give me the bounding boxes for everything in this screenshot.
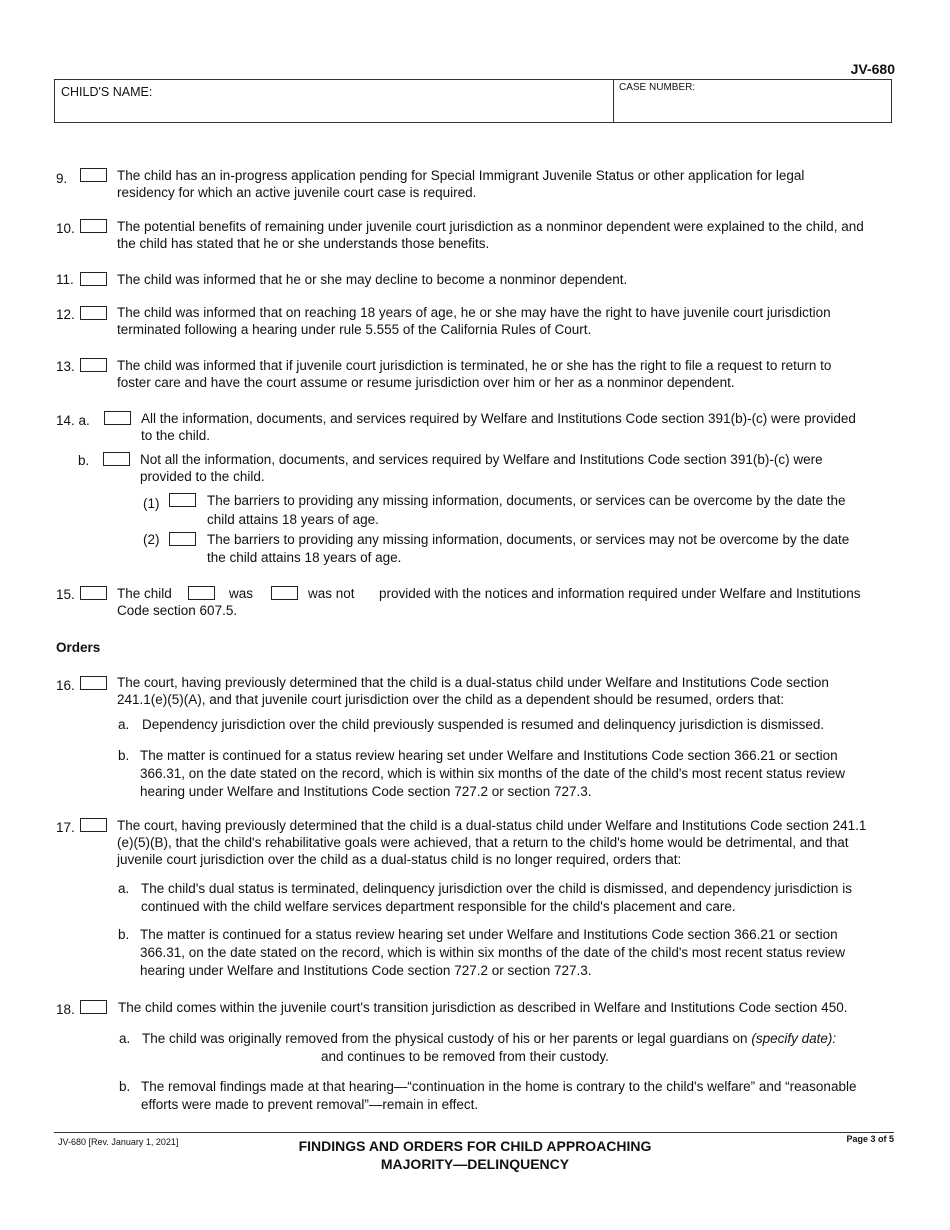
item-14b-text-line-2: provided to the child. — [140, 469, 265, 484]
item-18a-text-line-1 — [142, 1030, 836, 1047]
item-14a-number: 14. a. — [56, 413, 90, 428]
item-16a-text-line-1: Dependency jurisdiction over the child previously suspended is resumed and delinquency jurisdiction is dismissed. — [142, 717, 825, 732]
item-10-checkbox[interactable] — [80, 219, 107, 233]
item-13-checkbox[interactable] — [80, 358, 107, 372]
item-16a-label: a. — [118, 717, 130, 732]
item-13-number: 13. — [56, 359, 75, 374]
footer-title-line-2: MAJORITY—DELINQUENCY — [380, 1156, 570, 1172]
item-16b-text-line-1: The matter is continued for a status review hearing set under Welfare and Institutions Code section 366.21 or section — [140, 748, 838, 763]
item-9-number: 9. — [56, 171, 68, 186]
item-17a-text-line-1: The child's dual status is terminated, delinquency jurisdiction over the child is dismissed, and dependency jurisdiction is — [141, 881, 852, 896]
item-14a-checkbox[interactable] — [104, 411, 131, 425]
item-9-checkbox[interactable] — [80, 168, 107, 182]
orders-heading: Orders — [56, 640, 101, 655]
caption-divider — [613, 79, 614, 123]
case-number-label: CASE NUMBER: — [619, 82, 696, 93]
item-18a-specify-date: (specify date): — [751, 1031, 837, 1046]
item-15-was-not-checkbox[interactable] — [271, 586, 298, 600]
item-18a-text: The child was originally removed from the physical custody of his or her parents or legal guardians on — [142, 1031, 748, 1046]
item-14a-text-line-1: All the information, documents, and services required by Welfare and Institutions Code section 391(b)-(c) were provided — [141, 411, 856, 426]
footer-page-number: Page 3 of 5 — [846, 1134, 894, 1144]
item-17-text-line-3: juvenile court jurisdiction over the child as a dual-status child is no longer required, orders that: — [117, 852, 682, 867]
item-14b-label: b. — [78, 453, 90, 468]
item-15-was-not-label: was not — [308, 586, 355, 601]
item-16-text-line-1: The court, having previously determined that the child is a dual-status child under Welfare and Institutions Code section — [117, 675, 829, 690]
item-14b2-checkbox[interactable] — [169, 532, 196, 546]
item-14b1-text-line-2: child attains 18 years of age. — [207, 512, 379, 527]
item-16-checkbox[interactable] — [80, 676, 107, 690]
item-17-text-line-2: (e)(5)(B), that the child's rehabilitative goals were achieved, that a return to the child's home would be detrimental, and that — [117, 835, 849, 850]
item-14b2-text-line-2: the child attains 18 years of age. — [207, 550, 402, 565]
item-12-text-line-1: The child was informed that on reaching 18 years of age, he or she may have the right to have juvenile court jurisdiction — [117, 305, 831, 320]
item-15-checkbox[interactable] — [80, 586, 107, 600]
item-10-number: 10. — [56, 221, 75, 236]
item-14b2-text-line-1: The barriers to providing any missing information, documents, or services may not be overcome by the date — [207, 532, 850, 547]
footer-title — [230, 1137, 720, 1173]
form-id: JV-680 — [850, 61, 895, 77]
childs-name-label: CHILD'S NAME: — [61, 85, 153, 99]
item-17-text-line-1: The court, having previously determined that the child is a dual-status child under Welfare and Institutions Code section 241.1 — [117, 818, 867, 833]
item-18b-text-line-2: efforts were made to prevent removal”—remain in effect. — [141, 1097, 479, 1112]
item-13-text-line-2: foster care and have the court assume or resume jurisdiction over him or her as a nonminor dependent. — [117, 375, 735, 390]
item-18a-label: a. — [119, 1031, 131, 1046]
item-10-text-line-2: the child has stated that he or she understands those benefits. — [117, 236, 490, 251]
item-17b-text-line-2: 366.31, on the date stated on the record, which is within six months of the date of the child's most recent status review — [140, 945, 845, 960]
item-15-pre-text: The child — [117, 586, 172, 601]
item-12-checkbox[interactable] — [80, 306, 107, 320]
item-16-text-line-2: 241.1(e)(5)(A), and that juvenile court jurisdiction over the child as a dependent should be resumed, orders that: — [117, 692, 785, 707]
item-12-number: 12. — [56, 307, 75, 322]
item-14b1-label: (1) — [143, 496, 160, 511]
item-14a-text-line-2: to the child. — [141, 428, 211, 443]
item-9-text-line-2: residency for which an active juvenile court case is required. — [117, 185, 477, 200]
item-14b-text-line-1: Not all the information, documents, and services required by Welfare and Institutions Code section 391(b)-(c) were — [140, 452, 823, 467]
item-11-text-line-1: The child was informed that he or she may decline to become a nonminor dependent. — [117, 272, 628, 287]
item-9-text-line-1: The child has an in-progress application pending for Special Immigrant Juvenile Status or other application for legal — [117, 168, 805, 183]
item-10-text-line-1: The potential benefits of remaining under juvenile court jurisdiction as a nonminor dependent were explained to the child, and — [117, 219, 864, 234]
item-17b-label: b. — [118, 927, 130, 942]
item-18-checkbox[interactable] — [80, 1000, 107, 1014]
item-16-number: 16. — [56, 678, 75, 693]
item-14b1-checkbox[interactable] — [169, 493, 196, 507]
item-18b-label: b. — [119, 1079, 131, 1094]
item-16b-text-line-2: 366.31, on the date stated on the record, which is within six months of the date of the child's most recent status review — [140, 766, 845, 781]
item-15-text-line-2: Code section 607.5. — [117, 603, 238, 618]
item-16b-label: b. — [118, 748, 130, 763]
item-17b-text-line-1: The matter is continued for a status review hearing set under Welfare and Institutions Code section 366.21 or section — [140, 927, 838, 942]
item-14b1-text-line-1: The barriers to providing any missing information, documents, or services can be overcome by the date the — [207, 493, 846, 508]
item-18-text-line-1: The child comes within the juvenile court's transition jurisdiction as described in Welfare and Institutions Code section 450. — [118, 1000, 848, 1015]
item-17a-text-line-2: continued with the child welfare services department responsible for the child's placement and care. — [141, 899, 736, 914]
item-15-was-checkbox[interactable] — [188, 586, 215, 600]
item-18b-text-line-1: The removal findings made at that hearing—“continuation in the home is contrary to the child's welfare” and “reasonable — [141, 1079, 857, 1094]
item-15-post-text: provided with the notices and information required under Welfare and Institutions — [379, 586, 861, 601]
item-11-checkbox[interactable] — [80, 272, 107, 286]
caption-box — [54, 79, 892, 123]
footer-title-line-1: FINDINGS AND ORDERS FOR CHILD APPROACHING — [298, 1138, 652, 1154]
item-18-number: 18. — [56, 1002, 75, 1017]
footer-revision: JV-680 [Rev. January 1, 2021] — [58, 1137, 179, 1147]
item-11-number: 11. — [56, 272, 74, 287]
item-18a-text-line-2: and continues to be removed from their custody. — [321, 1049, 609, 1064]
item-15-was-label: was — [229, 586, 254, 601]
item-17a-label: a. — [118, 881, 130, 896]
item-17-number: 17. — [56, 820, 75, 835]
item-14b-checkbox[interactable] — [103, 452, 130, 466]
item-14b2-label: (2) — [143, 532, 160, 547]
item-13-text-line-1: The child was informed that if juvenile court jurisdiction is terminated, he or she has the right to file a request to return to — [117, 358, 832, 373]
item-17b-text-line-3: hearing under Welfare and Institutions Code section 727.2 or section 727.3. — [140, 963, 592, 978]
item-15-number: 15. — [56, 587, 75, 602]
footer-rule — [54, 1132, 894, 1133]
item-16b-text-line-3: hearing under Welfare and Institutions Code section 727.2 or section 727.3. — [140, 784, 592, 799]
item-12-text-line-2: terminated following a hearing under rule 5.555 of the California Rules of Court. — [117, 322, 592, 337]
item-17-checkbox[interactable] — [80, 818, 107, 832]
